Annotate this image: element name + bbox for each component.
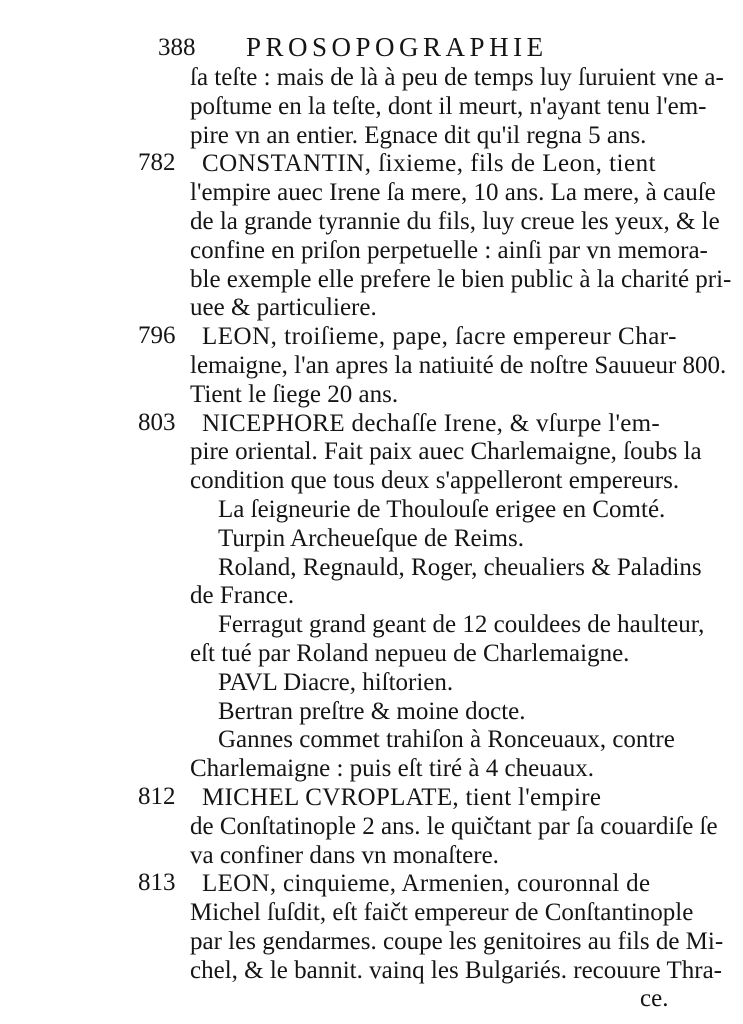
text-line-content: condition que tous deux s'appelleront empereurs. — [190, 467, 680, 495]
entry-heading-line: MICHEL CVROPLATE, tient l'empire — [202, 784, 602, 811]
text-line-content: l'empire auec Irene ſa mere, 10 ans. La mere, à cauſe — [190, 179, 716, 207]
text-line-content: poſtume en la teſte, dont il meurt, n'ayant tenu l'em- — [190, 92, 707, 120]
text-line-content: confine en priſon perpetuelle : ainſi par vn memora- — [190, 236, 708, 264]
text-line-content: par les gendarmes. coupe les genitoires au fils de Mi- — [190, 928, 724, 955]
text-line-content: Turpin Archeueſque de Reims. — [218, 524, 524, 552]
running-title: PROSOPOGRAPHIE — [246, 32, 548, 62]
entry-heading-line: CONSTANTIN, ſixieme, fils de Leon, tient — [202, 150, 657, 178]
text-line-content: Roland, Regnauld, Roger, cheualiers & Paladins — [218, 553, 702, 581]
text-line-content: pire vn an entier. Egnace dit qu'il regna 5 ans. — [190, 121, 647, 149]
entry-heading-line: NICEPHORE dechaſſe Irene, & vſurpe l'em- — [202, 409, 661, 437]
text-line-content: ſa teſte : mais de là à peu de temps luy ſuruient vne a- — [190, 64, 724, 91]
text-line-content: eſt tué par Roland nepueu de Charlemaigne. — [190, 640, 630, 667]
margin-year: 796 — [138, 322, 176, 350]
text-line-content: La ſeigneurie de Thoulouſe erigee en Comté. — [218, 496, 666, 523]
text-line-content: Charlemaigne : puis eſt tiré à 4 cheuaux. — [190, 755, 595, 783]
text-line-content: Michel ſuſdit, eſt faičt empereur de Conſtantinople — [190, 899, 694, 927]
text-line-content: chel, & le bannit. vainq les Bulgariés. recouure Thra- — [190, 956, 722, 984]
margin-year: 803 — [138, 408, 176, 436]
margin-year: 812 — [138, 783, 176, 810]
text-line-content: Bertran preſtre & moine docte. — [218, 697, 526, 725]
text-line-content: de Conſtatinople 2 ans. le quičtant par ſa couardiſe ſe — [190, 812, 718, 840]
text-line-content: PAVL Diacre, hiſtorien. — [218, 668, 454, 696]
text-line-content: uee & particuliere. — [190, 294, 377, 322]
text-line-content: lemaigne, l'an apres la natiuité de noſtre Sauueur 800. — [190, 352, 727, 379]
text-line-content: de France. — [190, 582, 295, 610]
entry-heading-line: LEON, troiſieme, pape, ſacre empereur Char- — [202, 323, 677, 351]
page-number: 388 — [158, 34, 196, 61]
margin-year: 782 — [138, 149, 176, 177]
text-line-content: pire oriental. Fait paix auec Charlemaigne, ſoubs la — [190, 438, 702, 466]
margin-year: 813 — [138, 869, 176, 897]
text-line-content: Gannes commet trahiſon à Ronceuaux, contre — [218, 726, 675, 754]
text-line-content: ble exemple elle prefere le bien public à la charité pri- — [190, 265, 732, 293]
text-line-content: de la grande tyrannie du fils, luy creue les yeux, & le — [190, 208, 720, 235]
text-line-content: Tient le ſiege 20 ans. — [190, 380, 399, 408]
text-line-content: Ferragut grand geant de 12 couldees de haulteur, — [218, 611, 705, 639]
entry-heading-line: LEON, cinquieme, Armenien, couronnal de — [202, 870, 651, 898]
text-line-content: va confiner dans vn monaſtere. — [190, 841, 499, 869]
catchword: ce. — [640, 984, 669, 1012]
